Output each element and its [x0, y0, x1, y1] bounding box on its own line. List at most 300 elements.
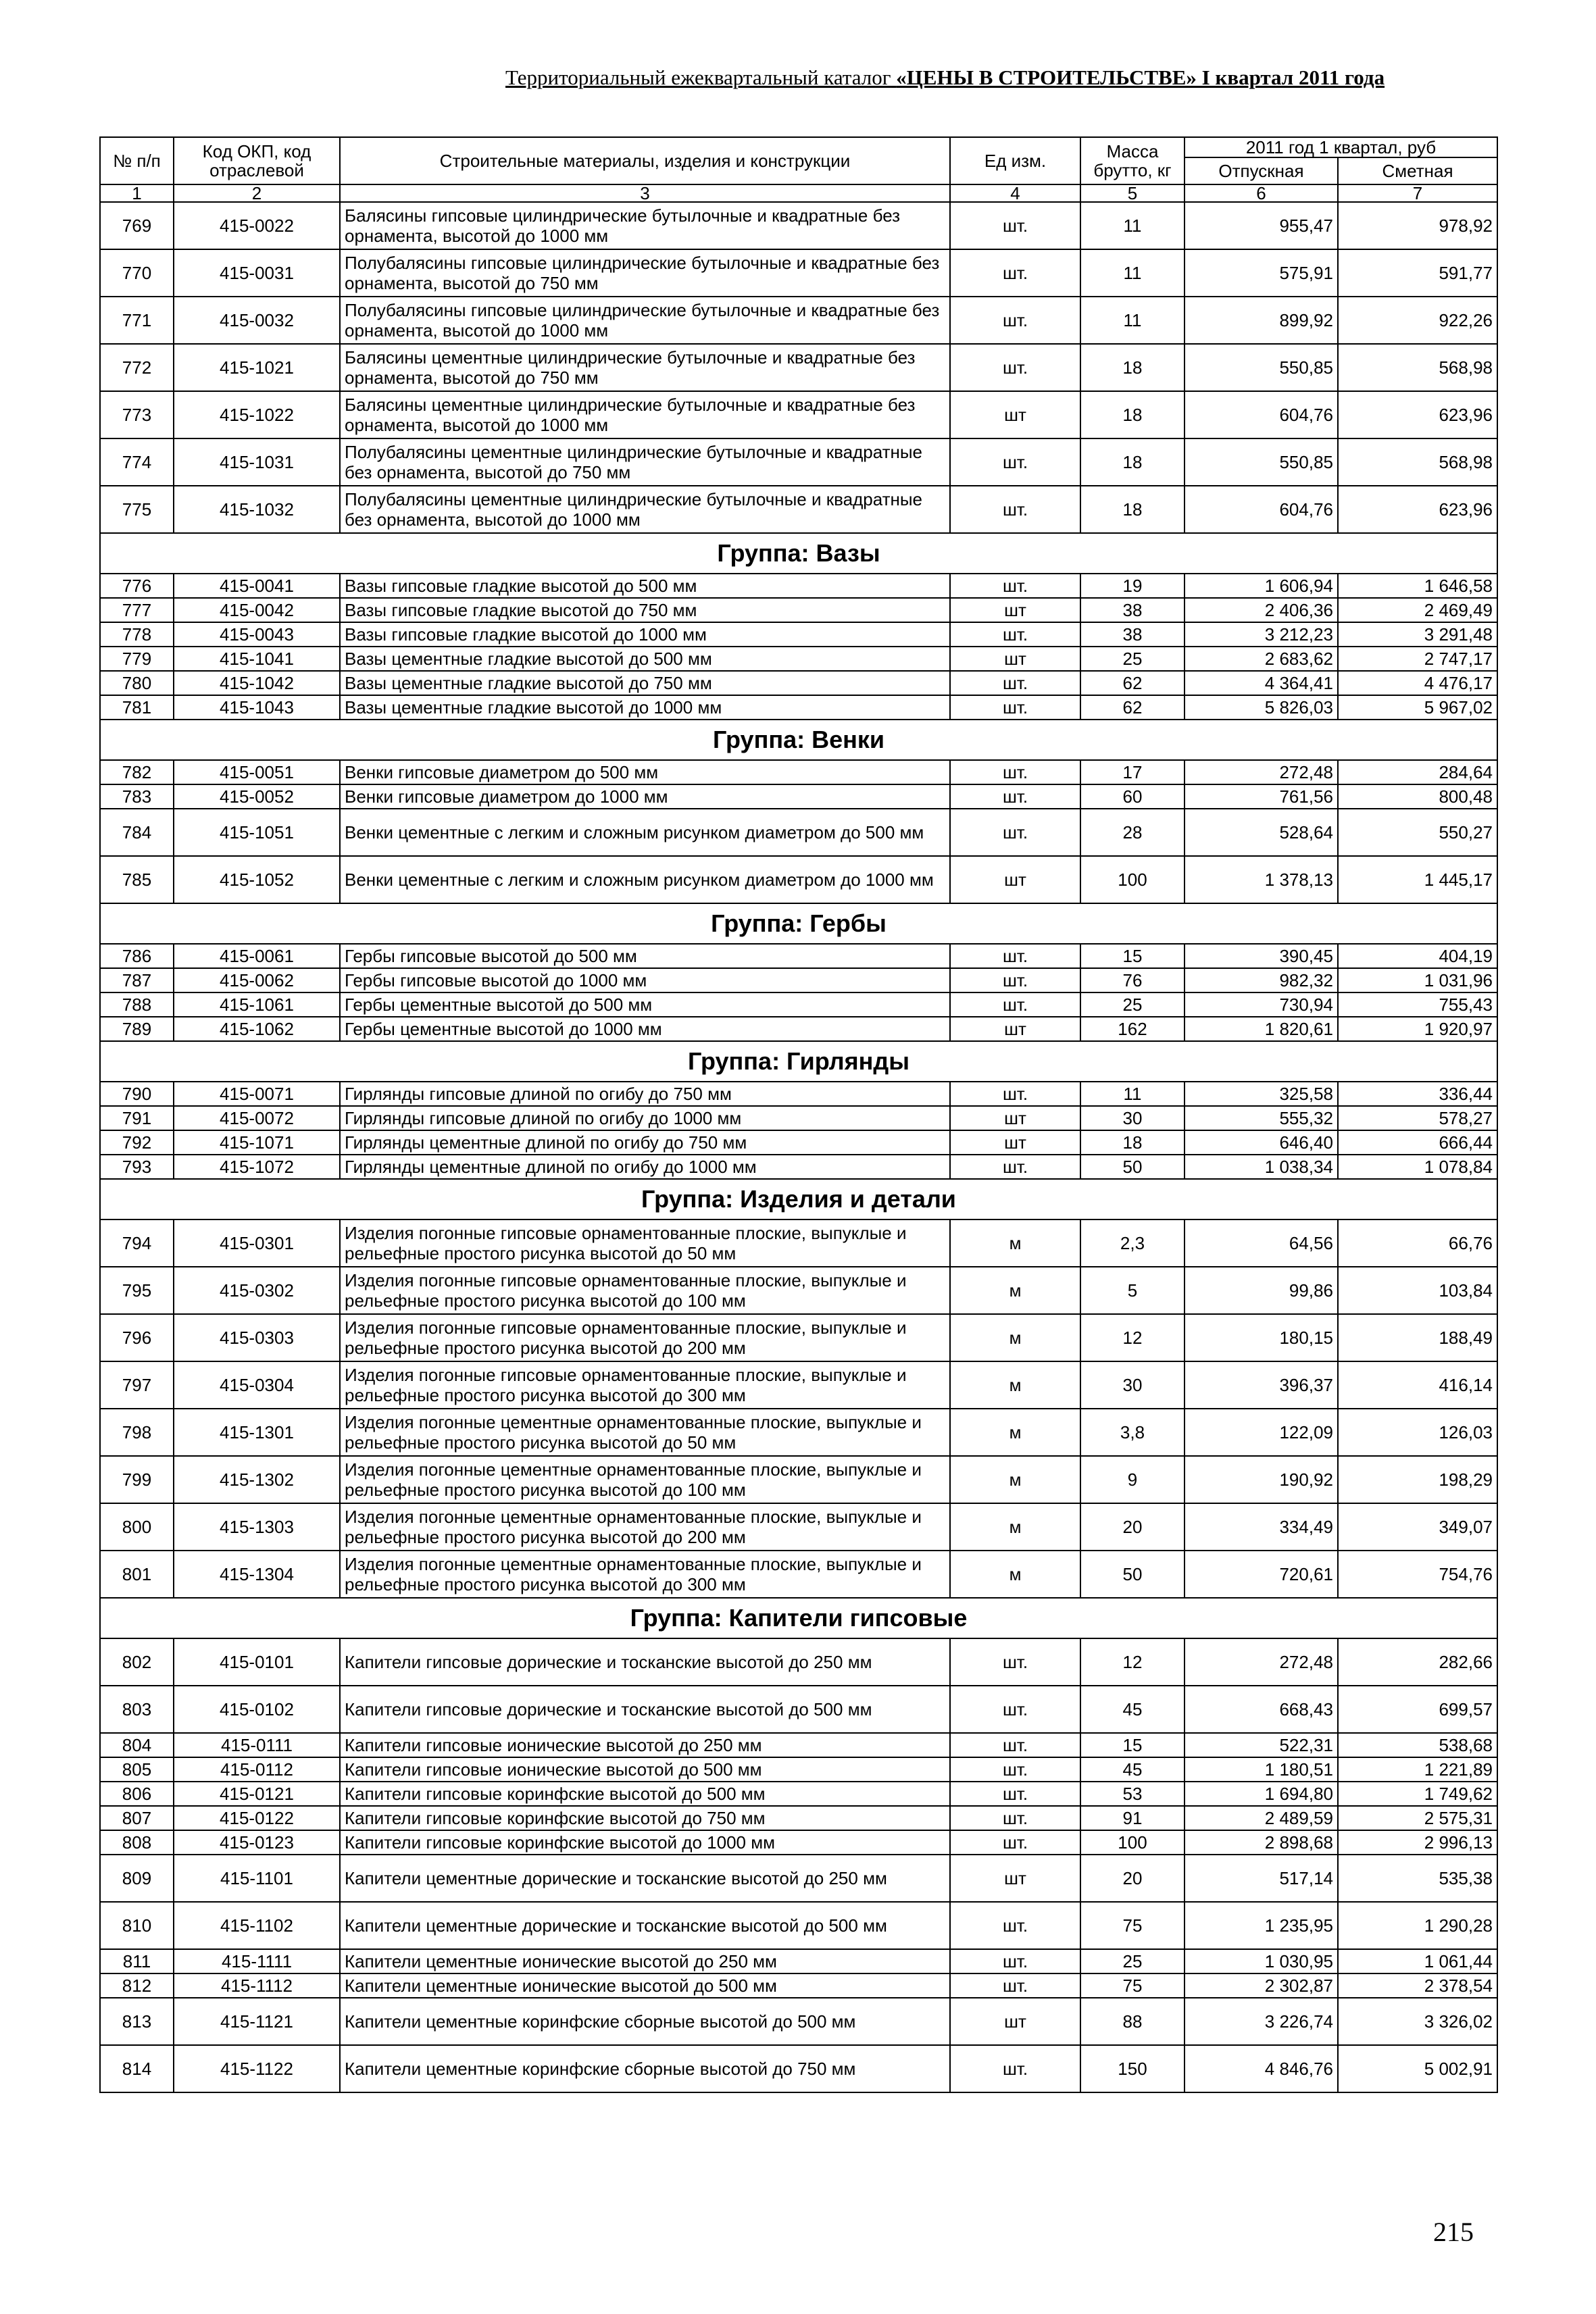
table-row [100, 856, 1497, 903]
item-code: 415-0121 [174, 1782, 340, 1806]
item-code: 415-0022 [174, 202, 340, 249]
item-code: 415-1302 [174, 1456, 340, 1503]
item-name: Венки цементные с легким и сложным рисунком диаметром до 1000 мм [340, 856, 950, 903]
item-number: 785 [100, 856, 174, 903]
item-release-price: 1 606,94 [1184, 574, 1338, 598]
item-code: 415-0061 [174, 944, 340, 968]
item-code: 415-1052 [174, 856, 340, 903]
item-unit: шт. [950, 1155, 1080, 1179]
item-code: 415-0042 [174, 598, 340, 622]
item-unit: шт [950, 856, 1080, 903]
item-estimate-price: 103,84 [1338, 1267, 1497, 1314]
item-name: Балясины цементные цилиндрические бутылочные и квадратные без орнамента, высотой до 1000 мм [340, 391, 950, 438]
item-estimate-price: 623,96 [1338, 486, 1497, 533]
item-name: Изделия погонные цементные орнаментованные плоские, выпуклые и рельефные простого рисунка высотой до 100 мм [340, 1456, 950, 1503]
header-row [100, 137, 1497, 157]
item-name: Венки гипсовые диаметром до 500 мм [340, 760, 950, 784]
item-estimate-price: 535,38 [1338, 1855, 1497, 1902]
item-unit: шт. [950, 1902, 1080, 1949]
item-unit: шт. [950, 671, 1080, 695]
item-name: Капители гипсовые ионические высотой до 500 мм [340, 1757, 950, 1782]
item-name: Венки цементные с легким и сложным рисунком диаметром до 500 мм [340, 809, 950, 856]
item-code: 415-0031 [174, 249, 340, 297]
item-number: 808 [100, 1830, 174, 1855]
item-code: 415-1032 [174, 486, 340, 533]
group-title: Группа: Гербы [100, 903, 1497, 944]
item-mass: 25 [1080, 1949, 1184, 1973]
col-header-mass: Масса брутто, кг [1080, 137, 1184, 184]
item-mass: 53 [1080, 1782, 1184, 1806]
item-name: Изделия погонные цементные орнаментованные плоские, выпуклые и рельефные простого рисунка высотой до 200 мм [340, 1503, 950, 1551]
item-unit: шт. [950, 622, 1080, 647]
item-number: 774 [100, 438, 174, 486]
item-estimate-price: 1 290,28 [1338, 1902, 1497, 1949]
table-row [100, 1733, 1497, 1757]
item-unit: шт [950, 1130, 1080, 1155]
item-unit: шт [950, 598, 1080, 622]
item-name: Вазы цементные гладкие высотой до 750 мм [340, 671, 950, 695]
item-name: Балясины цементные цилиндрические бутылочные и квадратные без орнамента, высотой до 750 мм [340, 344, 950, 391]
item-estimate-price: 538,68 [1338, 1733, 1497, 1757]
item-estimate-price: 666,44 [1338, 1130, 1497, 1155]
item-name: Капители цементные коринфские сборные высотой до 750 мм [340, 2045, 950, 2092]
group-title: Группа: Капители гипсовые [100, 1598, 1497, 1638]
item-unit: шт. [950, 1973, 1080, 1998]
item-estimate-price: 2 996,13 [1338, 1830, 1497, 1855]
item-release-price: 575,91 [1184, 249, 1338, 297]
table-row [100, 1638, 1497, 1686]
item-mass: 11 [1080, 297, 1184, 344]
item-name: Балясины гипсовые цилиндрические бутылочные и квадратные без орнамента, высотой до 1000 мм [340, 202, 950, 249]
item-name: Полубалясины цементные цилиндрические бутылочные и квадратные без орнамента, высотой до 750 мм [340, 438, 950, 486]
item-release-price: 2 489,59 [1184, 1806, 1338, 1830]
item-number: 806 [100, 1782, 174, 1806]
item-mass: 15 [1080, 1733, 1184, 1757]
table-row [100, 1456, 1497, 1503]
item-mass: 50 [1080, 1551, 1184, 1598]
item-unit: м [950, 1409, 1080, 1456]
item-mass: 3,8 [1080, 1409, 1184, 1456]
table-row [100, 344, 1497, 391]
group-title: Группа: Изделия и детали [100, 1179, 1497, 1219]
item-mass: 20 [1080, 1855, 1184, 1902]
table-row [100, 1973, 1497, 1998]
item-name: Изделия погонные гипсовые орнаментованные плоские, выпуклые и рельефные простого рисунка высотой до 300 мм [340, 1361, 950, 1409]
item-estimate-price: 198,29 [1338, 1456, 1497, 1503]
item-code: 415-1121 [174, 1998, 340, 2045]
item-code: 415-0102 [174, 1686, 340, 1733]
item-number: 778 [100, 622, 174, 647]
item-name: Капители цементные ионические высотой до 500 мм [340, 1973, 950, 1998]
item-estimate-price: 1 749,62 [1338, 1782, 1497, 1806]
table-row [100, 695, 1497, 720]
table-row [100, 784, 1497, 809]
item-code: 415-0302 [174, 1267, 340, 1314]
item-number: 793 [100, 1155, 174, 1179]
item-mass: 60 [1080, 784, 1184, 809]
item-unit: шт. [950, 2045, 1080, 2092]
table-row [100, 1017, 1497, 1041]
item-estimate-price: 349,07 [1338, 1503, 1497, 1551]
item-name: Гербы цементные высотой до 1000 мм [340, 1017, 950, 1041]
item-mass: 62 [1080, 671, 1184, 695]
table-row [100, 1130, 1497, 1155]
item-name: Гирлянды цементные длиной по огибу до 750 мм [340, 1130, 950, 1155]
item-name: Капители цементные коринфские сборные высотой до 500 мм [340, 1998, 950, 2045]
item-code: 415-1102 [174, 1902, 340, 1949]
item-number: 786 [100, 944, 174, 968]
group-title: Группа: Вазы [100, 533, 1497, 574]
item-release-price: 396,37 [1184, 1361, 1338, 1409]
item-release-price: 2 406,36 [1184, 598, 1338, 622]
item-release-price: 4 364,41 [1184, 671, 1338, 695]
item-code: 415-1122 [174, 2045, 340, 2092]
item-number: 811 [100, 1949, 174, 1973]
group-row [100, 533, 1497, 574]
item-mass: 62 [1080, 695, 1184, 720]
item-release-price: 522,31 [1184, 1733, 1338, 1757]
item-code: 415-0123 [174, 1830, 340, 1855]
col-header-name: Строительные материалы, изделия и конструкции [340, 137, 950, 184]
item-release-price: 1 030,95 [1184, 1949, 1338, 1973]
item-number: 802 [100, 1638, 174, 1686]
table-row [100, 1219, 1497, 1267]
item-code: 415-1043 [174, 695, 340, 720]
table-row [100, 1409, 1497, 1456]
table-row [100, 1855, 1497, 1902]
item-name: Гирлянды гипсовые длиной по огибу до 750 мм [340, 1082, 950, 1106]
col-number: 4 [950, 184, 1080, 202]
item-code: 415-1301 [174, 1409, 340, 1456]
item-estimate-price: 3 326,02 [1338, 1998, 1497, 2045]
item-mass: 15 [1080, 944, 1184, 968]
table-row [100, 2045, 1497, 2092]
table-row [100, 438, 1497, 486]
item-mass: 88 [1080, 1998, 1184, 2045]
table-row [100, 1503, 1497, 1551]
item-code: 415-0301 [174, 1219, 340, 1267]
item-number: 798 [100, 1409, 174, 1456]
item-name: Изделия погонные гипсовые орнаментованные плоские, выпуклые и рельефные простого рисунка высотой до 50 мм [340, 1219, 950, 1267]
item-number: 775 [100, 486, 174, 533]
item-unit: шт. [950, 1949, 1080, 1973]
item-code: 415-1041 [174, 647, 340, 671]
item-estimate-price: 2 469,49 [1338, 598, 1497, 622]
item-mass: 17 [1080, 760, 1184, 784]
item-code: 415-0032 [174, 297, 340, 344]
item-number: 782 [100, 760, 174, 784]
item-estimate-price: 568,98 [1338, 344, 1497, 391]
item-estimate-price: 1 078,84 [1338, 1155, 1497, 1179]
item-code: 415-1101 [174, 1855, 340, 1902]
item-mass: 11 [1080, 202, 1184, 249]
item-mass: 30 [1080, 1361, 1184, 1409]
table-row [100, 249, 1497, 297]
item-estimate-price: 1 061,44 [1338, 1949, 1497, 1973]
table-row [100, 297, 1497, 344]
item-estimate-price: 5 002,91 [1338, 2045, 1497, 2092]
item-unit: шт. [950, 1757, 1080, 1782]
item-release-price: 1 180,51 [1184, 1757, 1338, 1782]
item-code: 415-0111 [174, 1733, 340, 1757]
item-number: 805 [100, 1757, 174, 1782]
item-unit: шт. [950, 438, 1080, 486]
table-row [100, 1551, 1497, 1598]
item-code: 415-1061 [174, 992, 340, 1017]
item-mass: 25 [1080, 992, 1184, 1017]
item-name: Гирлянды цементные длиной по огибу до 1000 мм [340, 1155, 950, 1179]
item-mass: 150 [1080, 2045, 1184, 2092]
item-release-price: 99,86 [1184, 1267, 1338, 1314]
item-number: 796 [100, 1314, 174, 1361]
table-row [100, 1082, 1497, 1106]
item-release-price: 982,32 [1184, 968, 1338, 992]
item-number: 814 [100, 2045, 174, 2092]
item-name: Капители гипсовые коринфские высотой до 500 мм [340, 1782, 950, 1806]
item-release-price: 730,94 [1184, 992, 1338, 1017]
item-release-price: 272,48 [1184, 1638, 1338, 1686]
table-row [100, 486, 1497, 533]
item-mass: 75 [1080, 1902, 1184, 1949]
item-release-price: 761,56 [1184, 784, 1338, 809]
item-mass: 5 [1080, 1267, 1184, 1314]
item-release-price: 955,47 [1184, 202, 1338, 249]
item-name: Гербы гипсовые высотой до 500 мм [340, 944, 950, 968]
item-code: 415-1042 [174, 671, 340, 695]
col-header-unit: Ед изм. [950, 137, 1080, 184]
item-estimate-price: 66,76 [1338, 1219, 1497, 1267]
item-number: 771 [100, 297, 174, 344]
table-row [100, 1686, 1497, 1733]
item-unit: м [950, 1314, 1080, 1361]
item-estimate-price: 126,03 [1338, 1409, 1497, 1456]
item-estimate-price: 336,44 [1338, 1082, 1497, 1106]
item-estimate-price: 568,98 [1338, 438, 1497, 486]
table-row [100, 1902, 1497, 1949]
item-unit: шт [950, 1855, 1080, 1902]
item-release-price: 180,15 [1184, 1314, 1338, 1361]
item-name: Гербы гипсовые высотой до 1000 мм [340, 968, 950, 992]
item-estimate-price: 4 476,17 [1338, 671, 1497, 695]
item-mass: 100 [1080, 856, 1184, 903]
item-name: Вазы гипсовые гладкие высотой до 500 мм [340, 574, 950, 598]
item-number: 813 [100, 1998, 174, 2045]
item-code: 415-1022 [174, 391, 340, 438]
table-body [100, 202, 1497, 2092]
item-mass: 25 [1080, 647, 1184, 671]
col-number: 6 [1184, 184, 1338, 202]
item-estimate-price: 623,96 [1338, 391, 1497, 438]
item-mass: 50 [1080, 1155, 1184, 1179]
item-number: 779 [100, 647, 174, 671]
table-row [100, 1361, 1497, 1409]
item-unit: м [950, 1456, 1080, 1503]
item-release-price: 390,45 [1184, 944, 1338, 968]
item-name: Изделия погонные цементные орнаментованные плоские, выпуклые и рельефные простого рисунка высотой до 50 мм [340, 1409, 950, 1456]
col-header-num: № п/п [100, 137, 174, 184]
item-release-price: 2 683,62 [1184, 647, 1338, 671]
item-release-price: 2 898,68 [1184, 1830, 1338, 1855]
item-estimate-price: 416,14 [1338, 1361, 1497, 1409]
item-code: 415-1112 [174, 1973, 340, 1998]
item-unit: шт [950, 391, 1080, 438]
item-release-price: 3 212,23 [1184, 622, 1338, 647]
item-number: 799 [100, 1456, 174, 1503]
page-header [505, 66, 1478, 90]
item-release-price: 122,09 [1184, 1409, 1338, 1456]
table-row [100, 1106, 1497, 1130]
table-row [100, 809, 1497, 856]
item-unit: м [950, 1219, 1080, 1267]
item-unit: шт. [950, 809, 1080, 856]
item-unit: шт. [950, 1686, 1080, 1733]
item-code: 415-0303 [174, 1314, 340, 1361]
item-name: Изделия погонные гипсовые орнаментованные плоские, выпуклые и рельефные простого рисунка высотой до 200 мм [340, 1314, 950, 1361]
table-row [100, 574, 1497, 598]
item-number: 773 [100, 391, 174, 438]
item-estimate-price: 1 221,89 [1338, 1757, 1497, 1782]
header-prefix: Территориальный ежеквартальный каталог [505, 66, 891, 89]
item-code: 415-0052 [174, 784, 340, 809]
item-code: 415-1051 [174, 809, 340, 856]
item-estimate-price: 282,66 [1338, 1638, 1497, 1686]
item-mass: 162 [1080, 1017, 1184, 1041]
item-release-price: 64,56 [1184, 1219, 1338, 1267]
item-unit: шт. [950, 760, 1080, 784]
item-number: 780 [100, 671, 174, 695]
item-number: 812 [100, 1973, 174, 1998]
item-name: Капители гипсовые коринфские высотой до 1000 мм [340, 1830, 950, 1855]
item-name: Капители гипсовые дорические и тосканские высотой до 250 мм [340, 1638, 950, 1686]
price-table [99, 136, 1498, 2093]
item-unit: шт. [950, 1082, 1080, 1106]
item-mass: 18 [1080, 486, 1184, 533]
col-header-estimate: Сметная [1338, 157, 1497, 184]
table-row [100, 1155, 1497, 1179]
item-estimate-price: 978,92 [1338, 202, 1497, 249]
item-release-price: 555,32 [1184, 1106, 1338, 1130]
item-mass: 11 [1080, 249, 1184, 297]
item-code: 415-0071 [174, 1082, 340, 1106]
group-title: Группа: Гирлянды [100, 1041, 1497, 1082]
item-estimate-price: 5 967,02 [1338, 695, 1497, 720]
table-row [100, 1267, 1497, 1314]
item-mass: 28 [1080, 809, 1184, 856]
item-estimate-price: 755,43 [1338, 992, 1497, 1017]
table-row [100, 1806, 1497, 1830]
item-name: Венки гипсовые диаметром до 1000 мм [340, 784, 950, 809]
item-unit: шт. [950, 944, 1080, 968]
item-unit: шт. [950, 297, 1080, 344]
item-name: Капители гипсовые дорические и тосканские высотой до 500 мм [340, 1686, 950, 1733]
item-release-price: 190,92 [1184, 1456, 1338, 1503]
item-estimate-price: 1 920,97 [1338, 1017, 1497, 1041]
item-unit: шт. [950, 202, 1080, 249]
item-unit: шт. [950, 486, 1080, 533]
header-title: «ЦЕНЫ В СТРОИТЕЛЬСТВЕ» I квартал 2011 года [896, 66, 1385, 89]
item-release-price: 325,58 [1184, 1082, 1338, 1106]
item-release-price: 528,64 [1184, 809, 1338, 856]
item-release-price: 1 694,80 [1184, 1782, 1338, 1806]
item-estimate-price: 754,76 [1338, 1551, 1497, 1598]
item-name: Вазы гипсовые гладкие высотой до 1000 мм [340, 622, 950, 647]
table-row [100, 391, 1497, 438]
table-row [100, 1782, 1497, 1806]
item-code: 415-1072 [174, 1155, 340, 1179]
item-unit: шт. [950, 1782, 1080, 1806]
item-name: Вазы гипсовые гладкие высотой до 750 мм [340, 598, 950, 622]
item-estimate-price: 800,48 [1338, 784, 1497, 809]
item-unit: шт. [950, 1830, 1080, 1855]
item-release-price: 646,40 [1184, 1130, 1338, 1155]
item-mass: 18 [1080, 1130, 1184, 1155]
item-unit: м [950, 1503, 1080, 1551]
table-row [100, 1998, 1497, 2045]
item-number: 810 [100, 1902, 174, 1949]
item-name: Изделия погонные гипсовые орнаментованные плоские, выпуклые и рельефные простого рисунка высотой до 100 мм [340, 1267, 950, 1314]
item-name: Капители гипсовые коринфские высотой до 750 мм [340, 1806, 950, 1830]
col-number: 7 [1338, 184, 1497, 202]
item-unit: шт. [950, 1806, 1080, 1830]
item-unit: шт. [950, 249, 1080, 297]
item-code: 415-0043 [174, 622, 340, 647]
item-number: 790 [100, 1082, 174, 1106]
item-number: 788 [100, 992, 174, 1017]
item-number: 803 [100, 1686, 174, 1733]
item-number: 807 [100, 1806, 174, 1830]
group-row [100, 1598, 1497, 1638]
group-title: Группа: Венки [100, 720, 1497, 760]
col-header-release: Отпускная [1184, 157, 1338, 184]
item-code: 415-0051 [174, 760, 340, 784]
item-mass: 30 [1080, 1106, 1184, 1130]
column-numbers-row [100, 184, 1497, 202]
item-unit: шт. [950, 968, 1080, 992]
item-estimate-price: 284,64 [1338, 760, 1497, 784]
item-number: 809 [100, 1855, 174, 1902]
item-release-price: 1 820,61 [1184, 1017, 1338, 1041]
item-release-price: 272,48 [1184, 760, 1338, 784]
item-number: 791 [100, 1106, 174, 1130]
item-mass: 19 [1080, 574, 1184, 598]
item-mass: 91 [1080, 1806, 1184, 1830]
item-release-price: 1 378,13 [1184, 856, 1338, 903]
item-release-price: 668,43 [1184, 1686, 1338, 1733]
item-mass: 18 [1080, 391, 1184, 438]
item-release-price: 604,76 [1184, 486, 1338, 533]
item-code: 415-0304 [174, 1361, 340, 1409]
item-estimate-price: 188,49 [1338, 1314, 1497, 1361]
item-release-price: 550,85 [1184, 344, 1338, 391]
item-release-price: 899,92 [1184, 297, 1338, 344]
item-release-price: 3 226,74 [1184, 1998, 1338, 2045]
item-mass: 45 [1080, 1757, 1184, 1782]
item-name: Полубалясины гипсовые цилиндрические бутылочные и квадратные без орнамента, высотой до 750 мм [340, 249, 950, 297]
item-unit: шт. [950, 1733, 1080, 1757]
item-estimate-price: 550,27 [1338, 809, 1497, 856]
item-code: 415-0072 [174, 1106, 340, 1130]
item-name: Гирлянды гипсовые длиной по огибу до 1000 мм [340, 1106, 950, 1130]
item-code: 415-1303 [174, 1503, 340, 1551]
table-row [100, 992, 1497, 1017]
item-estimate-price: 2 378,54 [1338, 1973, 1497, 1998]
page-number: 215 [1433, 2217, 1474, 2247]
item-code: 415-1021 [174, 344, 340, 391]
item-number: 784 [100, 809, 174, 856]
item-mass: 11 [1080, 1082, 1184, 1106]
item-release-price: 550,85 [1184, 438, 1338, 486]
table-row [100, 647, 1497, 671]
